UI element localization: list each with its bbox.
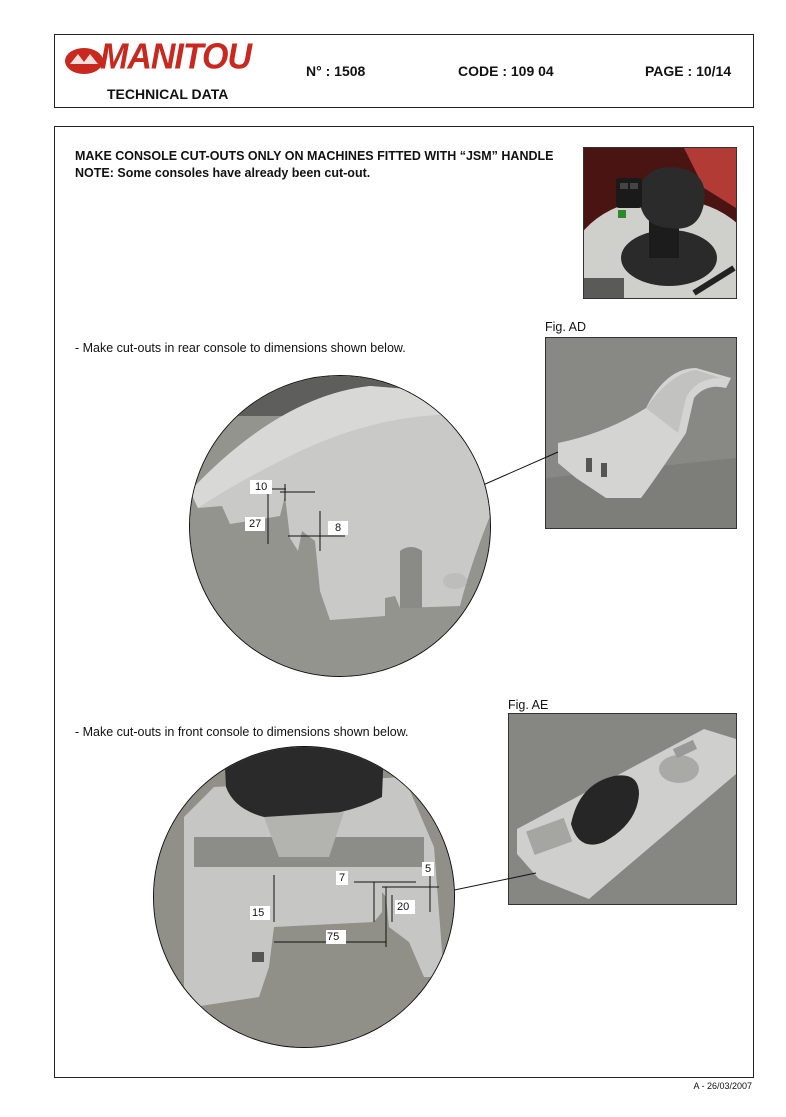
doc-number xyxy=(306,63,365,79)
instruction-line-2: NOTE: Some consoles have already been cut-out. xyxy=(75,166,371,180)
header-subtitle: TECHNICAL DATA xyxy=(107,86,229,102)
front-dim-20: 20 xyxy=(397,901,410,913)
doc-page xyxy=(645,63,731,79)
front-console-instruction: - Make cut-outs in front console to dimensions shown below. xyxy=(75,725,409,739)
rear-console-instruction: - Make cut-outs in rear console to dimensions shown below. xyxy=(75,341,406,355)
rear-dim-10: 10 xyxy=(255,481,268,493)
fig-ad-photo xyxy=(545,337,737,529)
doc-number-label: N° : xyxy=(306,63,331,79)
fig-ad-label: Fig. AD xyxy=(545,320,586,334)
front-dim-7: 7 xyxy=(339,872,346,884)
rear-dim-27: 27 xyxy=(249,518,262,530)
rear-dim-8: 8 xyxy=(335,522,342,534)
front-dim-75: 75 xyxy=(327,931,340,943)
revision-date: A - 26/03/2007 xyxy=(693,1081,752,1091)
doc-number-value: 1508 xyxy=(334,63,366,79)
doc-code xyxy=(458,63,554,79)
fig-ae-label: Fig. AE xyxy=(508,698,549,712)
brand-name: MANITOU xyxy=(100,37,252,77)
doc-code-label: CODE : xyxy=(458,63,507,79)
rear-console-detail-circle xyxy=(189,375,491,677)
doc-page-value: 10/14 xyxy=(696,63,732,79)
doc-code-value: 109 04 xyxy=(510,63,554,79)
manitou-logo-icon xyxy=(64,46,104,76)
front-dim-15: 15 xyxy=(252,907,265,919)
jsm-handle-photo xyxy=(583,147,737,299)
front-console-detail-circle xyxy=(153,746,455,1048)
instruction-line-1: MAKE CONSOLE CUT-OUTS ONLY ON MACHINES FITTED WITH “JSM” HANDLE xyxy=(75,149,554,163)
rear-callout-line xyxy=(480,447,560,492)
fig-ae-photo xyxy=(508,713,737,905)
front-dim-5: 5 xyxy=(425,863,432,875)
doc-page-label: PAGE : xyxy=(645,63,693,79)
